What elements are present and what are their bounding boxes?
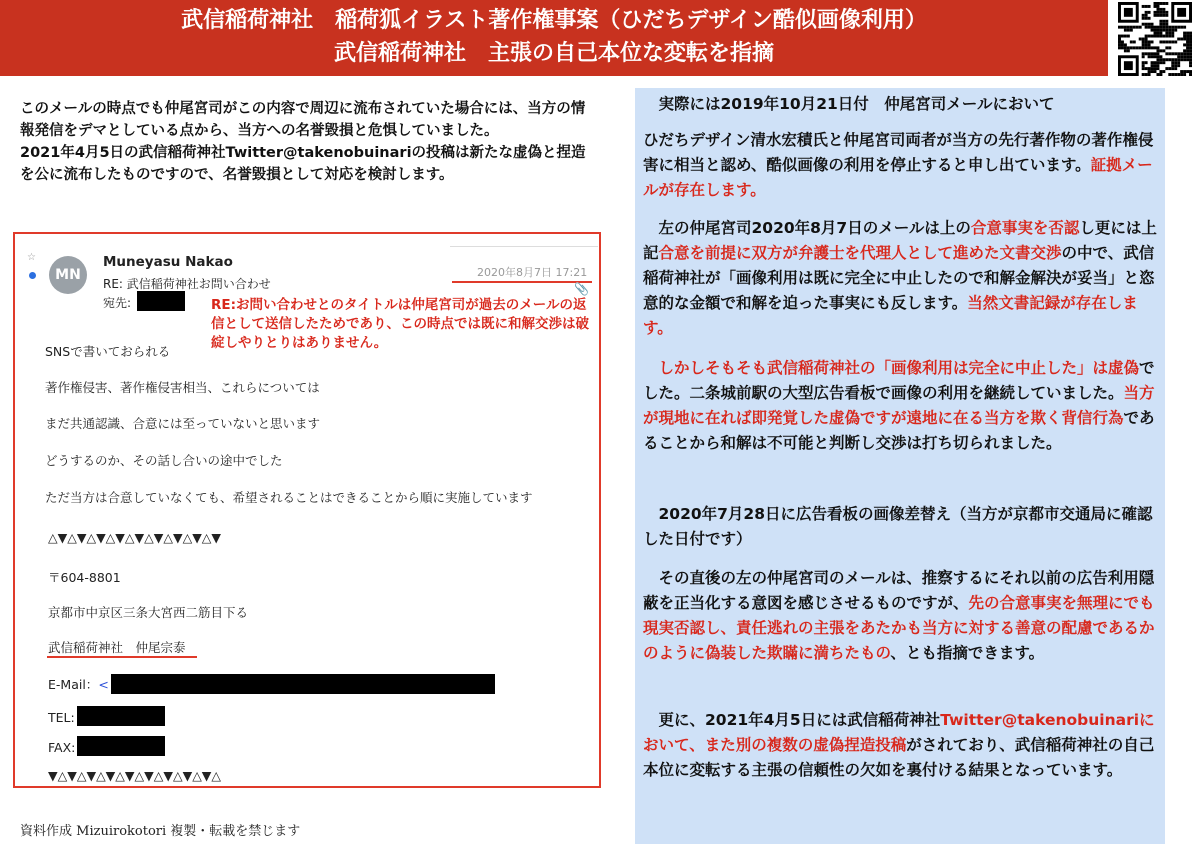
highlight-text: 合意を前提に双方が弁護士を代理人として進めた文書交渉 — [658, 244, 1062, 262]
attachment-icon: 📎 — [574, 282, 589, 296]
body-text: 左の仲尾宮司2020年8月7日のメールは上の — [643, 219, 971, 237]
email-body-line: SNSで書いておられる — [45, 344, 171, 359]
email-subject: RE: 武信稲荷神社お問い合わせ — [103, 277, 271, 291]
explanation-paragraph — [643, 356, 1159, 456]
body-text: がされており、武信稲荷神社の自己本位に変転する主張の信頼性の欠如を裏付ける結果となっています。 — [643, 736, 1155, 779]
address: 京都市中京区三条大宮西二筋目下る — [48, 605, 249, 620]
explanation-paragraph — [643, 128, 1159, 203]
explanation-paragraph — [643, 502, 1159, 552]
tel-label: TEL: — [48, 710, 75, 725]
qr-code-icon — [1118, 2, 1192, 76]
body-text: 、とも指摘できます。 — [890, 644, 1045, 662]
body-text: でした。二条城前駅の大型広告看板で画像の利用を継続していました。 — [643, 359, 1155, 402]
email-date: 2020年8月7日 17:21 — [477, 266, 588, 279]
signature-name: 武信稲荷神社 仲尾宗泰 — [48, 640, 186, 655]
email-body-line: ただ当方は合意していなくても、希望されることはできることから順に実施しています — [45, 490, 533, 505]
explanation-paragraph — [643, 566, 1159, 666]
body-text: 2020年7月28日に広告看板の画像差替え（当方が京都市交通局に確認した日付です） — [643, 505, 1153, 548]
highlight-text: Twitter@takenobuinariにおいて、また別の複数の虚偽捏造投稿 — [643, 711, 1155, 754]
email-body-line: まだ共通認識、合意には至っていないと思います — [45, 416, 321, 431]
postal-code: 〒604-8801 — [48, 570, 121, 585]
highlight-text: 証拠メールが存在します。 — [643, 156, 1153, 199]
body-text: ひだちデザイン清水宏積氏と仲尾宮司両者が当方の先行著作物の著作権侵害に相当と認め、酷似画像の利用を停止すると申し出ています。 — [643, 131, 1154, 174]
avatar: MN — [49, 256, 87, 294]
divider — [450, 246, 598, 247]
star-icon: ☆ — [27, 252, 36, 263]
body-text: 更に、2021年4月5日には武信稲荷神社 — [643, 711, 941, 729]
body-text: 実際には2019年10月21日付 仲尾宮司メールにおいて — [643, 95, 1055, 113]
explanation-paragraph — [643, 92, 1159, 117]
footer-credit: 資料作成 Mizuirokotori 複製・転載を禁じます — [20, 824, 301, 839]
redaction-block — [111, 674, 495, 694]
redaction-block — [77, 706, 165, 726]
intro-paragraph-1: このメールの時点でも仲尾宮司がこの内容で周辺に流布されていた場合には、当方の情報発信をデマとしている点から、当方への名誉毀損と危惧していました。 — [20, 101, 586, 139]
title-banner — [0, 0, 1108, 76]
email-to-label: 宛先: — [103, 296, 132, 310]
fax-label: FAX: — [48, 740, 76, 755]
email-sender: Muneyasu Nakao — [103, 254, 233, 270]
body-text: であることから和解は不可能と判断し交渉は打ち切られました。 — [643, 409, 1155, 452]
body-text: の中で、武信稲荷神社が「画像利用は既に完全に中止したので和解金解決が妥当」と恣意的な金額で和解を迫った事実にも反します。 — [643, 244, 1155, 312]
highlight-text: 合意事実を否認 — [970, 219, 1080, 237]
highlight-text: 当方が現地に在れば即発覚した虚偽ですが遠地に在る当方を欺く背信行為 — [643, 384, 1155, 427]
highlight-text: しかしそもそも武信稲荷神社の「画像利用は完全に中止した」は虚偽 — [643, 359, 1140, 377]
redaction-block — [137, 291, 185, 311]
title-line-2: 武信稲荷神社 主張の自己本位な変転を指摘 — [333, 41, 774, 66]
signature-divider-bottom: ▼△▼△▼△▼△▼△▼△▼△▼△▼△ — [48, 768, 222, 783]
highlight-text: 当然文書記録が存在します。 — [643, 294, 1138, 337]
explanation-panel — [635, 88, 1165, 844]
annotation-note: RE:お問い合わせとのタイトルは仲尾宮司が過去のメールの返信として送信したためであり、この時点では既に和解交渉は破綻しやりとりはありません。 — [211, 297, 589, 351]
explanation-paragraph — [643, 216, 1159, 341]
body-text: その直後の左の仲尾宮司のメールは、推察するにそれ以前の広告利用隠蔽を正当化する意図を感じさせるものですが、 — [643, 569, 1155, 612]
email-label-text: E-Mail： — [48, 677, 99, 692]
email-screenshot — [13, 232, 601, 788]
title-line-1: 武信稲荷神社 稲荷狐イラスト著作権事案（ひだちデザイン酷似画像利用） — [181, 8, 927, 33]
highlight-text: 先の合意事実を無理にでも現実否認し、責任逃れの主張をあたかも当方に対する善意の配慮であるかのように偽装した欺瞞に満ちたもの — [643, 594, 1155, 662]
email-body-line: 著作権侵害、著作権侵害相当、これらについては — [45, 380, 320, 395]
redaction-block — [77, 736, 165, 756]
email-label — [48, 675, 109, 693]
intro-paragraph-2: 2021年4月5日の武信稲荷神社Twitter@takenobuinariの投稿は新たな虚偽と捏造を公に流布したものですので、名誉毀損として対応を検討します。 — [20, 145, 586, 183]
date-underline — [452, 281, 592, 283]
signature-underline — [47, 656, 197, 658]
email-open-bracket: < — [98, 677, 109, 692]
intro-text — [20, 98, 595, 186]
body-text: し更には上記 — [643, 219, 1157, 262]
explanation-paragraph — [643, 708, 1159, 783]
email-body-line: どうするのか、その話し合いの途中でした — [45, 453, 283, 468]
unread-dot-icon — [29, 272, 36, 279]
signature-divider: △▼△▼△▼△▼△▼△▼△▼△▼△▼ — [48, 530, 222, 545]
